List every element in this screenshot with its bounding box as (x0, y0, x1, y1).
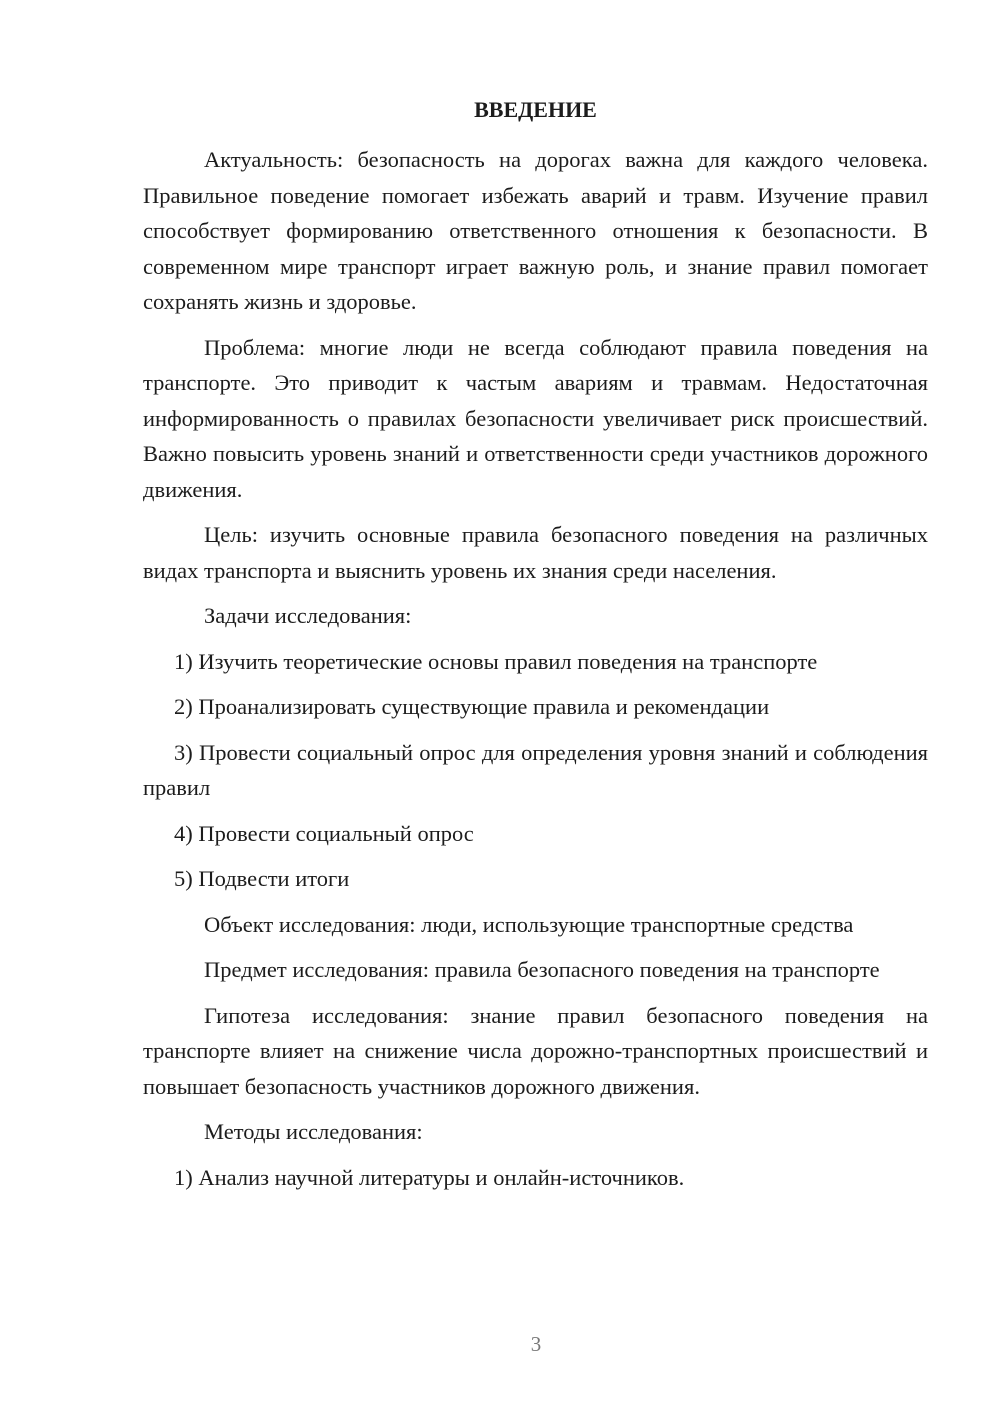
paragraph-methods-heading: Методы исследования: (204, 1119, 423, 1144)
task-item-2: 2) Проанализировать существующие правила и рекомендации (174, 694, 770, 719)
task-item-4: 4) Провести социальный опрос (174, 820, 474, 846)
paragraph-problem: Проблема: многие люди не всегда соблюдают правила поведения на транспорте. Это приводит к частым авариям и травмам. Недостаточная информированность о правилах безопасности увеличивает риск происшествий. Важно повысить уровень знаний и ответственности среди участников дорожного движения. (143, 334, 928, 502)
paragraph-goal: Цель: изучить основные правила безопасного поведения на различных видах транспорта и выяснить уровень их знания среди населения. (143, 522, 928, 583)
method-item-1: 1) Анализ научной литературы и онлайн-источников. (174, 1164, 685, 1190)
paragraph-relevance: Актуальность: безопасность на дорогах важна для каждого человека. Правильное поведение помогает избежать аварий и травм. Изучение правил способствует формированию ответственного отношения к безопасности. В современном мире транспорт играет важную роль, и знание правил помогает сохранять жизнь и здоровье. (143, 147, 928, 314)
task-item-1: 1) Изучить теоретические основы правил поведения на транспорте (174, 648, 818, 674)
paragraph-hypothesis: Гипотеза исследования: знание правил безопасного поведения на транспорте влияет на снижение числа дорожно-транспортных происшествий и повышает безопасность участников дорожного движения. (143, 1002, 928, 1099)
task-item-3: 3) Провести социальный опрос для определения уровня знаний и соблюдения правил (143, 739, 928, 800)
task-item-5: 5) Подвести итоги (174, 866, 350, 891)
paragraph-object: Объект исследования: люди, использующие транспортные средства (204, 911, 854, 937)
paragraph-subject: Предмет исследования: правила безопасного поведения на транспорте (204, 957, 880, 982)
section-title: ВВЕДЕНИЕ (474, 97, 597, 122)
page-content (143, 92, 928, 1205)
paragraph-tasks-heading: Задачи исследования: (204, 603, 412, 628)
page-number: 3 (530, 1332, 542, 1356)
